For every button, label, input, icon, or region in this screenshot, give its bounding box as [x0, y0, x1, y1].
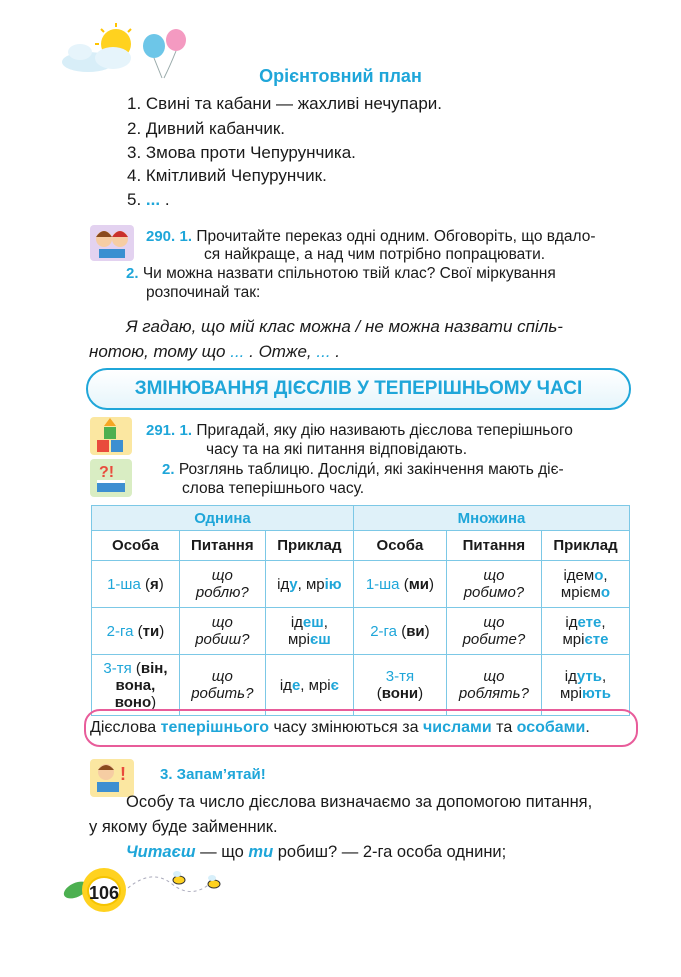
- exercise-290-task-1-number: 1.: [179, 228, 193, 245]
- example-cell: ідемо, мріємо: [541, 561, 629, 608]
- exercise-291-task-1: [146, 421, 573, 440]
- plan-item-5: [127, 190, 170, 210]
- col-example-plural: Приклад: [541, 531, 629, 561]
- example-cell: іду, мрію: [265, 561, 353, 608]
- example-cell: ідеш, мрієш: [265, 608, 353, 655]
- plan-item-5-dots: ...: [145, 190, 165, 209]
- exercise-290-number: 290.: [146, 228, 176, 245]
- table-row: [92, 655, 630, 716]
- italic-paragraph-line-2: [89, 339, 340, 364]
- reading-child-icon: [89, 758, 135, 798]
- exercise-291-task-1-line-1: Пригадай, яку дію називають дієслова теперішнього: [196, 422, 573, 439]
- plan-item-1: 1. Свині та кабани — жахливі нечупари.: [127, 94, 443, 113]
- person-cell: 1-ша (я): [92, 561, 180, 608]
- col-question-plural: Питання: [446, 531, 541, 561]
- exercise-291-task-2-number: 2.: [162, 461, 175, 478]
- exercise-290-task-1-line-2: ся найкраще, а над чим потрібно попрацювати.: [204, 246, 546, 263]
- col-person-plural: Особа: [353, 531, 446, 561]
- plan-item-5-period: .: [164, 190, 170, 209]
- exercise-290-task-1-line-1: Прочитайте переказ одні одним. Обговоріть, що вдало-: [196, 228, 596, 245]
- question-cell: що робить?: [179, 655, 265, 716]
- remember-line-1: Особу та число дієслова визначаємо за допомогою питання,: [126, 793, 593, 811]
- plan-item-3: 3. Змова проти Чепурунчика.: [127, 143, 356, 162]
- person-cell: 2-га (ви): [353, 608, 446, 655]
- person-cell: 1-ша (ми): [353, 561, 446, 608]
- person-cell: 2-га (ти): [92, 608, 180, 655]
- page-number: 106: [87, 876, 121, 906]
- remember-label: 3. Запам’ятай!: [160, 766, 266, 783]
- question-cell: що робимо?: [446, 561, 541, 608]
- pair-work-icon: [89, 223, 135, 263]
- question-cell: що роблю?: [179, 561, 265, 608]
- question-cell: що роблять?: [446, 655, 541, 716]
- col-example-singular: Приклад: [265, 531, 353, 561]
- table-row: [92, 608, 630, 655]
- exercise-291-number: 291.: [146, 422, 176, 439]
- question-book-icon: [89, 458, 133, 498]
- plan-item-4: 4. Кмітливий Чепурунчик.: [127, 166, 327, 185]
- blocks-icon: [89, 416, 133, 456]
- plural-header: Множина: [353, 506, 629, 531]
- plan-item-5-number: 5.: [127, 190, 146, 209]
- question-cell: що робите?: [446, 608, 541, 655]
- exercise-290-task-2-number: 2.: [126, 265, 139, 282]
- remember-example: Читаєш — що ти робиш? — 2-га особа однини;: [126, 843, 507, 861]
- remember-line-2: у якому буде займенник.: [89, 818, 278, 836]
- example-cell: ідуть, мріють: [541, 655, 629, 716]
- person-cell: 3-тя (він, вона, воно): [92, 655, 180, 716]
- col-question-singular: Питання: [179, 531, 265, 561]
- exercise-291-task-2-line-1: Розглянь таблицю. Досліди́, які закінчення мають діє-: [178, 461, 564, 478]
- exercise-291-task-2-line-2: слова теперішнього часу.: [182, 480, 365, 497]
- col-person-singular: Особа: [92, 531, 180, 561]
- italic-paragraph-dots-2: ...: [316, 342, 331, 361]
- exercise-290-task-1: [146, 227, 595, 246]
- exercise-290-task-2: [126, 264, 556, 283]
- section-title: ЗМІНЮВАННЯ ДІЄСЛІВ У ТЕПЕРІШНЬОМУ ЧАСІ: [134, 378, 583, 399]
- exercise-291-task-2: [162, 460, 564, 479]
- svg-text:!: !: [120, 764, 126, 784]
- exercise-290-task-2-line-2: розпочинай так:: [146, 284, 261, 301]
- exercise-291-task-1-line-2: часу та на які питання відповідають.: [206, 441, 468, 458]
- italic-paragraph-line-1: Я гадаю, що мій клас можна / не можна назвати спіль-: [126, 317, 563, 336]
- plan-title: Орієнтовний план: [259, 66, 422, 86]
- plan-item-2: 2. Дивний кабанчик.: [127, 119, 286, 138]
- italic-paragraph-dots-1: ...: [230, 342, 245, 361]
- italic-paragraph-text-c: .: [330, 342, 340, 361]
- singular-header: Однина: [92, 506, 354, 531]
- exercise-290-task-2-line-1: Чи можна назвати спільнотою твій клас? Свої міркування: [142, 265, 556, 282]
- italic-paragraph-text-a: нотою, тому що: [89, 342, 231, 361]
- person-cell: 3-тя (вони): [353, 655, 446, 716]
- rule-text: Дієслова теперішнього часу змінюються за числами та особами.: [90, 719, 590, 736]
- exercise-291-task-1-number: 1.: [179, 422, 193, 439]
- svg-text:?!: ?!: [99, 464, 115, 481]
- italic-paragraph-text-b: . Отже,: [244, 342, 317, 361]
- question-cell: що робиш?: [179, 608, 265, 655]
- example-cell: ідете, мрієте: [541, 608, 629, 655]
- table-row: [92, 561, 630, 608]
- conjugation-table: [91, 505, 630, 716]
- example-cell: іде, мріє: [265, 655, 353, 716]
